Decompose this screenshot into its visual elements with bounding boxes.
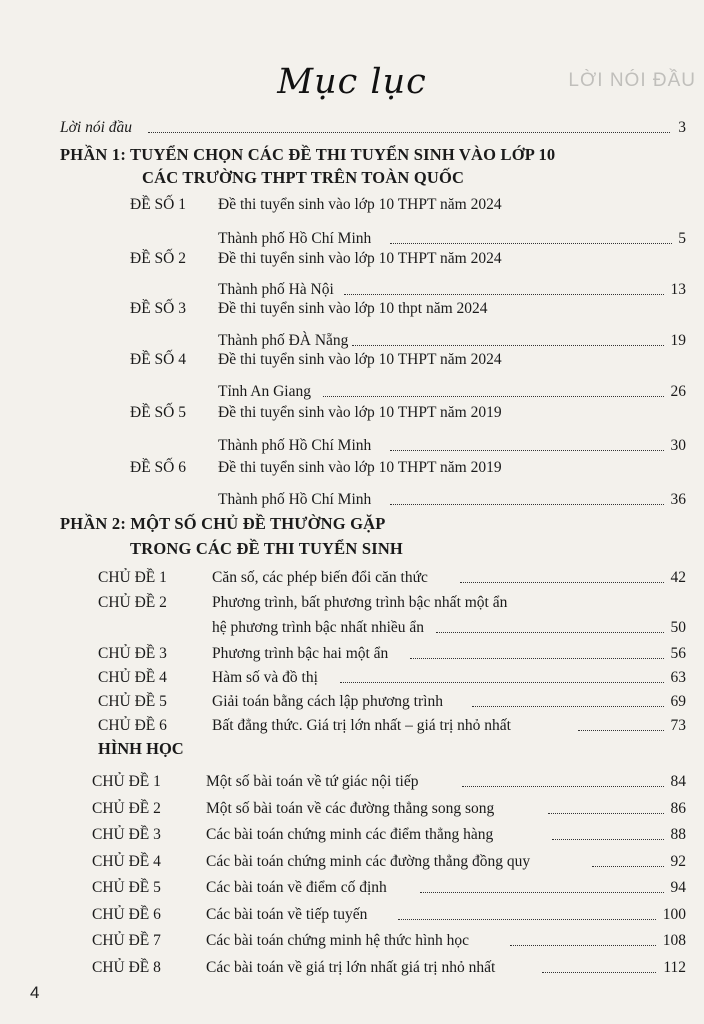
toc-entry-title: Lời nói đầu [60, 119, 133, 136]
dot-leader [578, 730, 664, 731]
toc-entry-label: CHỦ ĐỀ 5 [98, 693, 167, 710]
toc-page-number: 88 [670, 826, 686, 843]
dot-leader [390, 504, 664, 505]
toc-entry-label: CHỦ ĐỀ 6 [92, 906, 161, 923]
toc-entry-subtitle: Thành phố Hồ Chí Minh [218, 230, 372, 247]
toc-page-number: 108 [662, 932, 686, 949]
geometry-heading [0, 739, 704, 759]
toc-page-number: 94 [670, 879, 686, 896]
toc-entry-title: Đề thi tuyển sinh vào lớp 10 thpt năm 2024 [218, 300, 488, 317]
toc-entry-title: Phương trình bậc hai một ẩn [212, 645, 389, 662]
toc-page-number: 26 [670, 383, 686, 400]
toc-entry-subtitle: Thành phố Hà Nội [218, 281, 334, 298]
toc-page-number: 84 [670, 773, 686, 790]
part2-heading [0, 514, 704, 534]
dot-leader [436, 632, 664, 633]
toc-entry-de-so-3-sub[interactable] [0, 331, 704, 351]
toc-page-number: 100 [662, 906, 686, 923]
dot-leader [352, 345, 664, 346]
toc-entry-title: Đề thi tuyển sinh vào lớp 10 THPT năm 2024 [218, 250, 502, 267]
toc-entry-de-so-6-sub[interactable] [0, 490, 704, 510]
toc-entry-de-so-4[interactable] [0, 350, 704, 370]
toc-entry-label: ĐỀ SỐ 2 [130, 250, 186, 267]
toc-entry-de-so-2[interactable] [0, 249, 704, 269]
bleed-through-text: LỜI NÓI ĐẦU [568, 70, 696, 91]
toc-page-number: 92 [670, 853, 686, 870]
dot-leader [410, 658, 664, 659]
toc-entry-label: CHỦ ĐỀ 4 [92, 853, 161, 870]
toc-entry-chu-de-6[interactable] [0, 716, 704, 736]
toc-entry-chu-de-3[interactable] [0, 644, 704, 664]
toc-page-number: 36 [670, 491, 686, 508]
dot-leader [510, 945, 656, 946]
toc-entry-hh-chu-de-2[interactable] [0, 799, 704, 819]
toc-entry-label: CHỦ ĐỀ 8 [92, 959, 161, 976]
dot-leader [460, 582, 664, 583]
toc-entry-title: Đề thi tuyển sinh vào lớp 10 THPT năm 2019 [218, 459, 502, 476]
toc-entry-title: Một số bài toán về các đường thẳng song song [206, 800, 495, 817]
toc-entry-hh-chu-de-7[interactable] [0, 931, 704, 951]
toc-page-number: 5 [678, 230, 686, 247]
dot-leader [552, 839, 664, 840]
dot-leader [472, 706, 664, 707]
toc-entry-title: Đề thi tuyển sinh vào lớp 10 THPT năm 2019 [218, 404, 502, 421]
toc-page-number: 19 [670, 332, 686, 349]
toc-entry-title: Phương trình, bất phương trình bậc nhất một ẩn [212, 594, 508, 611]
toc-entry-label: CHỦ ĐỀ 1 [98, 569, 167, 586]
toc-entry-chu-de-5[interactable] [0, 692, 704, 712]
toc-page-number: 42 [670, 569, 686, 586]
part2-heading-2 [0, 539, 704, 559]
toc-entry-subtitle: Thành phố Hồ Chí Minh [218, 491, 372, 508]
toc-page-number: 63 [670, 669, 686, 686]
toc-entry-de-so-2-sub[interactable] [0, 280, 704, 300]
toc-entry-label: CHỦ ĐỀ 2 [98, 594, 167, 611]
toc-entry-subtitle: hệ phương trình bậc nhất nhiều ẩn [212, 619, 425, 636]
toc-entry-label: CHỦ ĐỀ 3 [98, 645, 167, 662]
toc-entry-hh-chu-de-8[interactable] [0, 958, 704, 978]
toc-entry-chu-de-2[interactable] [0, 593, 704, 613]
toc-page-number: 30 [670, 437, 686, 454]
toc-page-number: 73 [670, 717, 686, 734]
toc-entry-title: Các bài toán chứng minh hệ thức hình học [206, 932, 470, 949]
toc-entry-hh-chu-de-3[interactable] [0, 825, 704, 845]
part1-heading [0, 145, 704, 165]
dot-leader [398, 919, 656, 920]
toc-entry-hh-chu-de-6[interactable] [0, 905, 704, 925]
toc-page-number: 3 [678, 119, 686, 136]
toc-entry-subtitle: Thành phố Hồ Chí Minh [218, 437, 372, 454]
toc-entry-title: Đề thi tuyển sinh vào lớp 10 THPT năm 2024 [218, 351, 502, 368]
toc-entry-title: Căn số, các phép biến đổi căn thức [212, 569, 428, 586]
dot-leader [462, 786, 664, 787]
dot-leader [420, 892, 664, 893]
toc-entry-title: Một số bài toán về tứ giác nội tiếp [206, 773, 419, 790]
toc-entry-subtitle: Tỉnh An Giang [218, 383, 311, 400]
toc-entry-hh-chu-de-5[interactable] [0, 878, 704, 898]
part2-heading-line1: PHẦN 2: MỘT SỐ CHỦ ĐỀ THƯỜNG GẶP [60, 514, 386, 533]
toc-page-number: 69 [670, 693, 686, 710]
toc-page-number: 50 [670, 619, 686, 636]
toc-entry-de-so-3[interactable] [0, 299, 704, 319]
toc-entry-label: CHỦ ĐỀ 1 [92, 773, 161, 790]
toc-entry-de-so-1[interactable] [0, 195, 704, 215]
page-number: 4 [30, 983, 40, 1002]
toc-entry-title: Các bài toán chứng minh các điểm thẳng hàng [206, 826, 494, 843]
toc-entry-de-so-1-sub[interactable] [0, 229, 704, 249]
toc-entry-chu-de-2-sub[interactable] [0, 618, 704, 638]
toc-entry-title: Các bài toán về điểm cố định [206, 879, 387, 896]
toc-entry-de-so-5-sub[interactable] [0, 436, 704, 456]
dot-leader [592, 866, 664, 867]
toc-entry-title: Đề thi tuyển sinh vào lớp 10 THPT năm 2024 [218, 196, 502, 213]
toc-entry-label: CHỦ ĐỀ 6 [98, 717, 167, 734]
toc-page-number: 86 [670, 800, 686, 817]
geometry-heading-text: HÌNH HỌC [98, 739, 184, 758]
dot-leader [390, 450, 664, 451]
toc-entry-title: Giải toán bằng cách lập phương trình [212, 693, 443, 710]
toc-entry-intro[interactable] [0, 118, 704, 138]
dot-leader [390, 243, 672, 244]
toc-entry-label: CHỦ ĐỀ 7 [92, 932, 161, 949]
toc-entry-label: ĐỀ SỐ 6 [130, 459, 186, 476]
toc-entry-label: CHỦ ĐỀ 2 [92, 800, 161, 817]
toc-entry-subtitle: Thành phố ĐÀ Nẵng [218, 332, 349, 349]
dot-leader [323, 396, 664, 397]
toc-page-number: 112 [663, 959, 686, 976]
toc-entry-title: Hàm số và đồ thị [212, 669, 318, 686]
dot-leader [148, 132, 670, 133]
toc-entry-title: Bất đẳng thức. Giá trị lớn nhất – giá trị nhỏ nhất [212, 717, 511, 734]
part1-heading-line2: CÁC TRƯỜNG THPT TRÊN TOÀN QUỐC [142, 168, 465, 187]
toc-entry-label: CHỦ ĐỀ 3 [92, 826, 161, 843]
dot-leader [548, 813, 664, 814]
dot-leader [542, 972, 656, 973]
toc-entry-de-so-4-sub[interactable] [0, 382, 704, 402]
toc-entry-label: CHỦ ĐỀ 5 [92, 879, 161, 896]
toc-entry-label: ĐỀ SỐ 4 [130, 351, 186, 368]
dot-leader [344, 294, 664, 295]
toc-page-number: 13 [670, 281, 686, 298]
toc-entry-title: Các bài toán chứng minh các đường thẳng đồng quy [206, 853, 531, 870]
toc-entry-de-so-6[interactable] [0, 458, 704, 478]
part1-heading-2 [0, 168, 704, 188]
dot-leader [340, 682, 664, 683]
toc-entry-de-so-5[interactable] [0, 403, 704, 423]
toc-entry-label: CHỦ ĐỀ 4 [98, 669, 167, 686]
toc-entry-chu-de-4[interactable] [0, 668, 704, 688]
toc-page-number: 56 [670, 645, 686, 662]
toc-entry-hh-chu-de-1[interactable] [0, 772, 704, 792]
toc-entry-chu-de-1[interactable] [0, 568, 704, 588]
toc-entry-title: Các bài toán về tiếp tuyến [206, 906, 368, 923]
part2-heading-line2: TRONG CÁC ĐỀ THI TUYỂN SINH [130, 539, 403, 558]
toc-entry-label: ĐỀ SỐ 5 [130, 404, 186, 421]
page-title: Mục lục [277, 62, 427, 102]
toc-entry-title: Các bài toán về giá trị lớn nhất giá trị nhỏ nhất [206, 959, 496, 976]
toc-entry-label: ĐỀ SỐ 1 [130, 196, 186, 213]
part1-heading-line1: PHẦN 1: TUYỂN CHỌN CÁC ĐỀ THI TUYỂN SINH VÀO LỚP 10 [60, 145, 556, 164]
toc-entry-label: ĐỀ SỐ 3 [130, 300, 186, 317]
toc-entry-hh-chu-de-4[interactable] [0, 852, 704, 872]
